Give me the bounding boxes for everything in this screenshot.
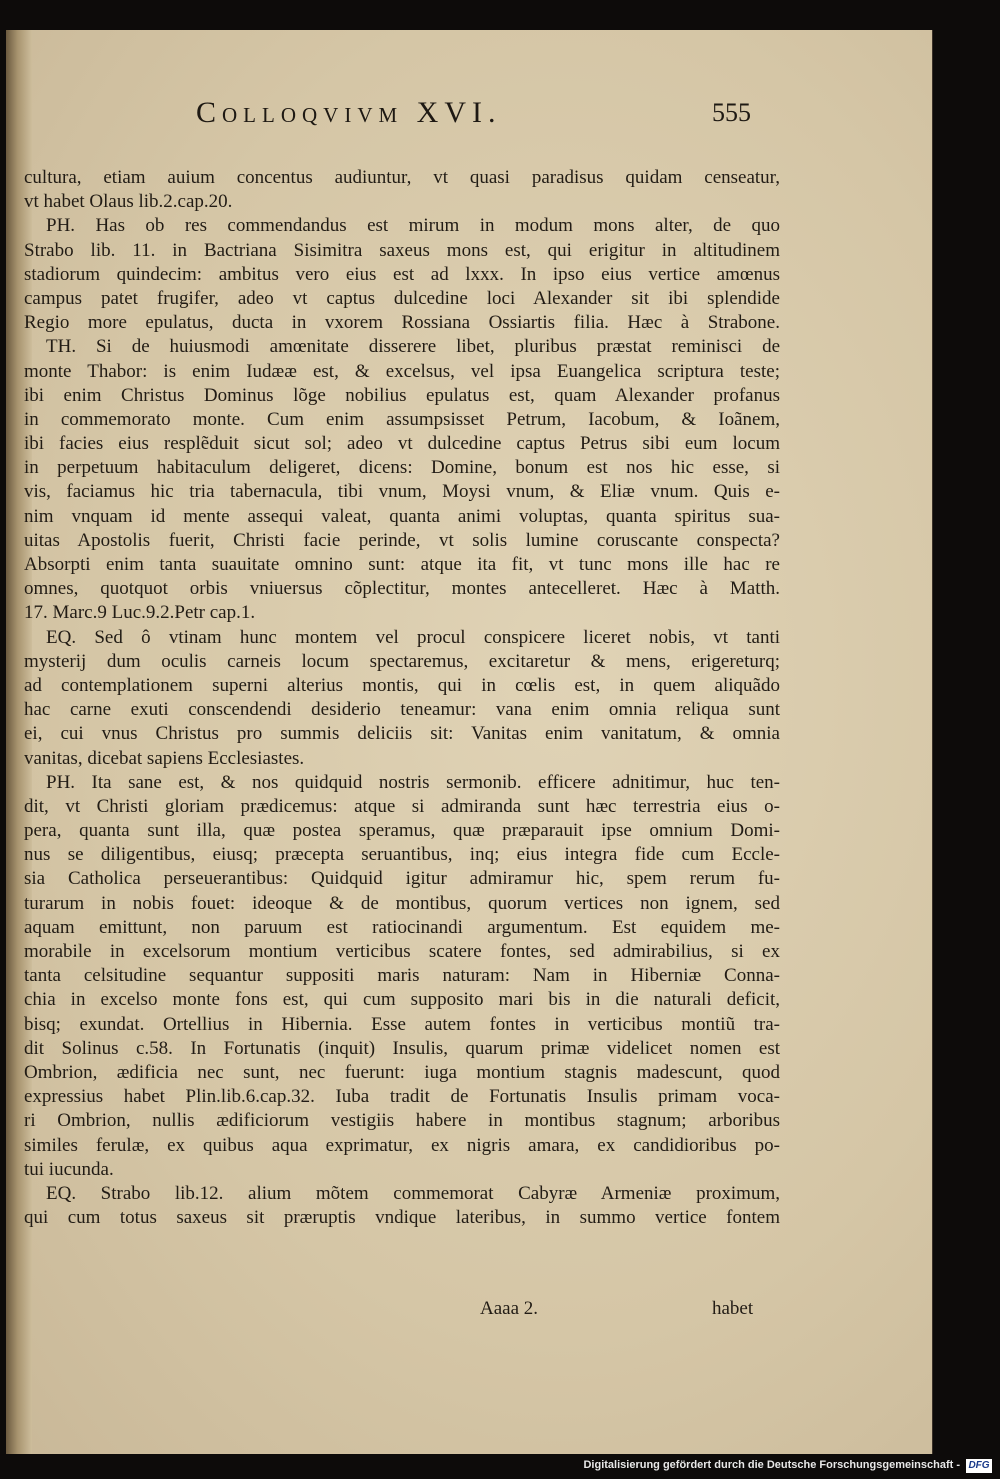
text-line: 17. Marc.9 Luc.9.2.Petr cap.1. bbox=[24, 602, 256, 624]
text-line: mysterij dum oculis carneis locum spectaremus, excitaretur & mens, erigereturq; bbox=[24, 650, 780, 672]
text-line: omnes, quotquot orbis vniuersus cõplectitur, montes antecelleret. Hæc à Matth. bbox=[24, 578, 780, 600]
text-line: vis, faciamus hic tria tabernacula, tibi vnum, Moysi vnum, & Eliæ vnum. Quis e- bbox=[24, 481, 780, 503]
text-line: expressius habet Plin.lib.6.cap.32. Iuba tradit de Fortunatis Insulis primam voca- bbox=[24, 1086, 780, 1108]
text-line: Absorpti enim tanta suauitate omnino sunt: atque ita fit, vt tunc mons ille hac re bbox=[24, 554, 780, 575]
page-footer bbox=[6, 1298, 932, 1328]
digitization-notice: Digitalisierung gefördert durch die Deutsche Forschungsgemeinschaft - bbox=[583, 1459, 960, 1471]
text-line: qui cum totus saxeus sit præruptis vndique lateribus, in summo vertice fontem bbox=[24, 1207, 780, 1229]
text-line: Ombrion, ædificia nec sunt, nec fuerunt: iuga montium stagnis madescunt, quod bbox=[24, 1061, 780, 1083]
text-line: TH. Si de huiusmodi amœnitate disserere libet, pluribus præstat reminisci de bbox=[46, 336, 780, 358]
text-line: ri Ombrion, nullis ædificiorum vestigiis habere in montibus stagnum; arboribus bbox=[24, 1110, 780, 1132]
text-line: cultura, etiam auium concentus audiuntur, vt quasi paradisus quidam censeatur, bbox=[24, 167, 780, 188]
text-line: aquam emittunt, non paruum est ratiocinandi argumentum. Est equidem me- bbox=[24, 916, 780, 938]
text-line: sia Catholica perseuerantibus: Quidquid igitur admiramur hic, spem rerum fu- bbox=[24, 868, 780, 890]
text-line: ei, cui vnus Christus pro summis deliciis sit: Vanitas enim vanitatum, & omnia bbox=[24, 723, 780, 745]
text-line: in perpetuum habitaculum deligeret, dicens: Domine, bonum est nos hic esse, si bbox=[24, 457, 780, 479]
text-line: hac carne exuti conscendendi desiderio teneamur: vana enim omnia reliqua sunt bbox=[24, 699, 780, 721]
text-line: in commemorato monte. Cum enim assumpsisset Petrum, Iacobum, & Ioãnem, bbox=[24, 408, 780, 430]
digitization-bar bbox=[0, 1456, 1000, 1479]
text-line: dit, vt Christi gloriam prædicemus: atque si admiranda sunt hæc terrestria eius o- bbox=[24, 795, 780, 817]
text-line: similes ferulæ, ex quibus aqua exprimatur, ex nigris amara, ex candidioribus po- bbox=[24, 1134, 780, 1156]
text-line: PH. Ita sane est, & nos quidquid nostris sermonib. efficere adnitimur, huc ten- bbox=[46, 771, 780, 793]
text-line: tui iucunda. bbox=[24, 1158, 114, 1180]
text-line: vanitas, dicebat sapiens Ecclesiastes. bbox=[24, 747, 305, 769]
text-line: vt habet Olaus lib.2.cap.20. bbox=[24, 191, 233, 213]
text-line: Strabo lib. 11. in Bactriana Sisimitra saxeus mons est, qui erigitur in altitudinem bbox=[24, 239, 780, 261]
dfg-logo: DFG bbox=[966, 1459, 992, 1473]
catchword: habet bbox=[712, 1298, 754, 1319]
text-line: turarum in nobis fouet: ideoque & de montibus, quorum vertices non ignem, sed bbox=[24, 892, 780, 914]
book-page bbox=[6, 30, 933, 1454]
text-line: ibi enim Christus Dominus lõge nobilius epulatus est, quam Alexander profanus bbox=[24, 384, 780, 406]
text-line: uitas Apostolis fuerit, Christi facie perinde, vt solis lumine coruscante conspecta? bbox=[24, 529, 780, 551]
text-line: ibi facies eius resplẽduit sicut sol; adeo vt dulcedine captus Petrus sibi eum locum bbox=[24, 433, 780, 455]
page-header bbox=[6, 96, 932, 146]
body-text bbox=[24, 166, 780, 1230]
text-line: pera, quanta sunt illa, quæ postea speramus, quæ præparauit ipse omnium Domi- bbox=[24, 820, 780, 842]
text-line: bisq; exundat. Ortellius in Hibernia. Esse autem fontes in verticibus montiũ tra- bbox=[24, 1013, 780, 1035]
text-line: EQ. Strabo lib.12. alium mõtem commemorat Cabyræ Armeniæ proximum, bbox=[46, 1182, 780, 1204]
running-title: Colloqvivm XVI. bbox=[196, 96, 502, 129]
text-line: nus se diligentibus, eiusq; præcepta seruantibus, inq; eius integra fide cum Eccle- bbox=[24, 844, 780, 866]
text-line: campus patet frugifer, adeo vt captus dulcedine loci Alexander sit ibi splendide bbox=[24, 287, 780, 309]
text-line: nim vnquam id mente assequi valeat, quanta animi voluptas, quanta spiritus sua- bbox=[24, 505, 780, 527]
text-line: ad contemplationem superni alterius montis, qui in cœlis est, in quem aliquãdo bbox=[24, 674, 780, 696]
text-line: monte Thabor: is enim Iudææ est, & excelsus, vel ipsa Euangelica scriptura teste; bbox=[24, 360, 780, 382]
text-line: EQ. Sed ô vtinam hunc montem vel procul conspicere liceret nobis, vt tanti bbox=[46, 626, 780, 648]
signature-mark: Aaaa 2. bbox=[480, 1298, 539, 1319]
text-line: morabile in excelsorum montium verticibus scatere fontes, sed admirabilius, si ex bbox=[24, 941, 780, 962]
text-line: chia in excelso monte fons est, qui cum supposito mari bis in die naturali deficit, bbox=[24, 989, 780, 1011]
text-line: stadiorum quindecim: ambitus vero eius est ad lxxx. In ipso eius vertice amœnus bbox=[24, 263, 780, 285]
text-line: tanta celsitudine sequantur suppositi maris naturam: Nam in Hiberniæ Conna- bbox=[24, 965, 780, 987]
text-line: Regio more epulatus, ducta in vxorem Rossiana Ossiartis filia. Hæc à Strabone. bbox=[24, 312, 780, 334]
text-line: dit Solinus c.58. In Fortunatis (inquit) Insulis, quarum primæ videlicet nomen est bbox=[24, 1037, 780, 1059]
text-line: PH. Has ob res commendandus est mirum in modum mons alter, de quo bbox=[46, 215, 780, 237]
page-number: 555 bbox=[712, 98, 751, 127]
